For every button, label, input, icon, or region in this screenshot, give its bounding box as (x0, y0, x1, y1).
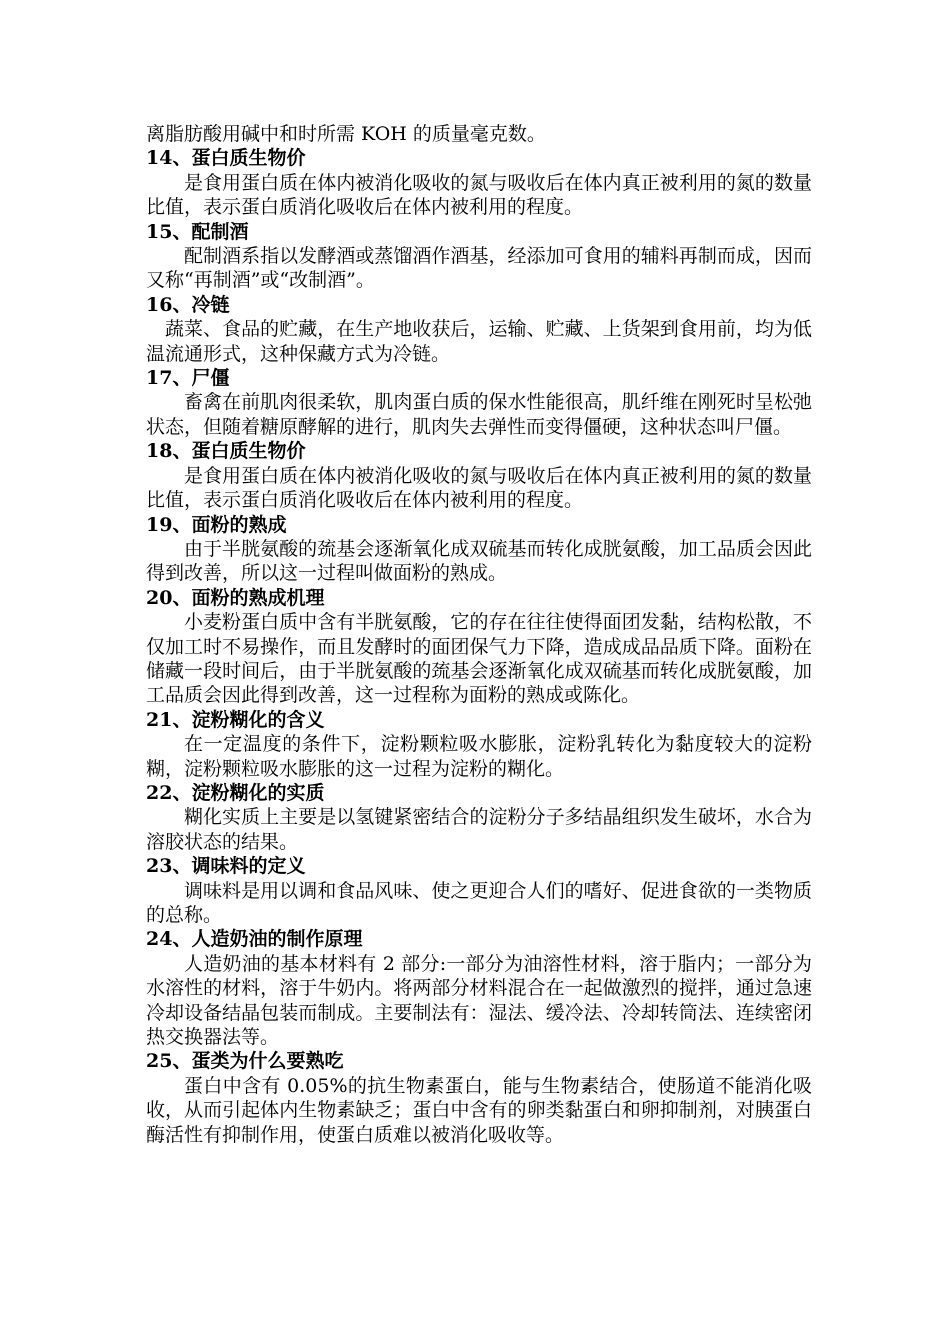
entry-text: 糊化实质上主要是以氢键紧密结合的淀粉分子多结晶组织发生破坏，水合为溶胶状态的结果。 (146, 806, 812, 853)
entry-text: 调味料是用以调和食品风味、使之更迎合人们的嗜好、促进食欲的一类物质的总称。 (146, 879, 812, 926)
entry-heading: 24、人造奶油的制作原理 (146, 928, 363, 951)
entry-text: 在一定温度的条件下，淀粉颗粒吸水膨胀，淀粉乳转化为黏度较大的淀粉糊，淀粉颗粒吸水膨胀的这一过程为淀粉的糊化。 (146, 733, 812, 780)
entry-text: 蛋白中含有 0.05%的抗生物素蛋白，能与生物素结合，使肠道不能消化吸收，从而引起体内生物素缺乏；蛋白中含有的卵类黏蛋白和卵抑制剂，对胰蛋白酶活性有抑制作用，使蛋白质难以被消化吸收等。 (146, 1074, 812, 1146)
entry-heading: 14、蛋白质生物价 (146, 147, 306, 170)
entry-25 (146, 1049, 812, 1147)
entry-text: 人造奶油的基本材料有 2 部分:一部分为油溶性材料，溶于脂内；一部分为水溶性的材料，溶于牛奶内。将两部分材料混合在一起做激烈的搅拌，通过急速冷却设备结晶包装而制成。主要制法有：湿法、缓冷法、冷却转筒法、连续密闭热交换器法等。 (146, 952, 812, 1049)
entry-19 (146, 513, 812, 586)
entry-text: 由于半胱氨酸的巯基会逐渐氧化成双硫基而转化成胱氨酸，加工品质会因此得到改善，所以这一过程叫做面粉的熟成。 (146, 537, 812, 585)
entry-heading: 20、面粉的熟成机理 (146, 586, 325, 609)
entry-14 (146, 146, 812, 219)
entry-18 (146, 439, 812, 512)
entry-24 (146, 927, 812, 1049)
entry-20 (146, 586, 812, 708)
entry-heading: 17、尸僵 (146, 367, 230, 390)
entry-heading: 16、冷链 (146, 293, 230, 316)
entry-heading: 22、淀粉糊化的实质 (146, 781, 325, 804)
entry-text: 畜禽在前肌肉很柔软，肌肉蛋白质的保水性能很高，肌纤维在刚死时呈松弛状态，但随着糖原酵解的进行，肌肉失去弹性而变得僵硬，这种状态叫尸僵。 (146, 391, 812, 438)
entry-15 (146, 220, 812, 293)
entry-heading: 25、蛋类为什么要熟吃 (146, 1050, 344, 1073)
entry-heading: 23、调味料的定义 (146, 855, 306, 878)
entry-heading: 21、淀粉糊化的含义 (146, 708, 325, 731)
entry-23 (146, 854, 812, 927)
entry-22 (146, 781, 812, 854)
entry-21 (146, 708, 812, 781)
entry-heading: 15、配制酒 (146, 220, 249, 243)
entry-heading: 19、面粉的熟成 (146, 513, 287, 536)
entry-16 (146, 293, 812, 366)
entry-text: 是食用蛋白质在体内被消化吸收的氮与吸收后在体内真正被利用的氮的数量比值，表示蛋白质消化吸收后在体内被利用的程度。 (146, 464, 812, 512)
entry-heading: 18、蛋白质生物价 (146, 440, 306, 463)
document-page (146, 122, 812, 1147)
entry-text: 蔬菜、食品的贮藏，在生产地收获后，运输、贮藏、上货架到食用前，均为低温流通形式，这种保藏方式为冷链。 (146, 318, 812, 365)
entry-17 (146, 366, 812, 439)
entry-text: 是食用蛋白质在体内被消化吸收的氮与吸收后在体内真正被利用的氮的数量比值，表示蛋白质消化吸收后在体内被利用的程度。 (146, 171, 812, 219)
entry-text: 配制酒系指以发酵酒或蒸馏酒作酒基，经添加可食用的辅料再制而成，因而又称“再制酒”或“改制酒”。 (146, 245, 812, 292)
continued-paragraph: 离脂肪酸用碱中和时所需 KOH 的质量毫克数。 (146, 123, 546, 145)
entry-text: 小麦粉蛋白质中含有半胱氨酸，它的存在往往使得面团发黏，结构松散，不仅加工时不易操作，而且发酵时的面团保气力下降，造成成品品质下降。面粉在储藏一段时间后，由于半胱氨酸的巯基会逐渐氧化成双硫基而转化成胱氨酸，加工品质会因此得到改善，这一过程称为面粉的熟成或陈化。 (146, 611, 812, 707)
